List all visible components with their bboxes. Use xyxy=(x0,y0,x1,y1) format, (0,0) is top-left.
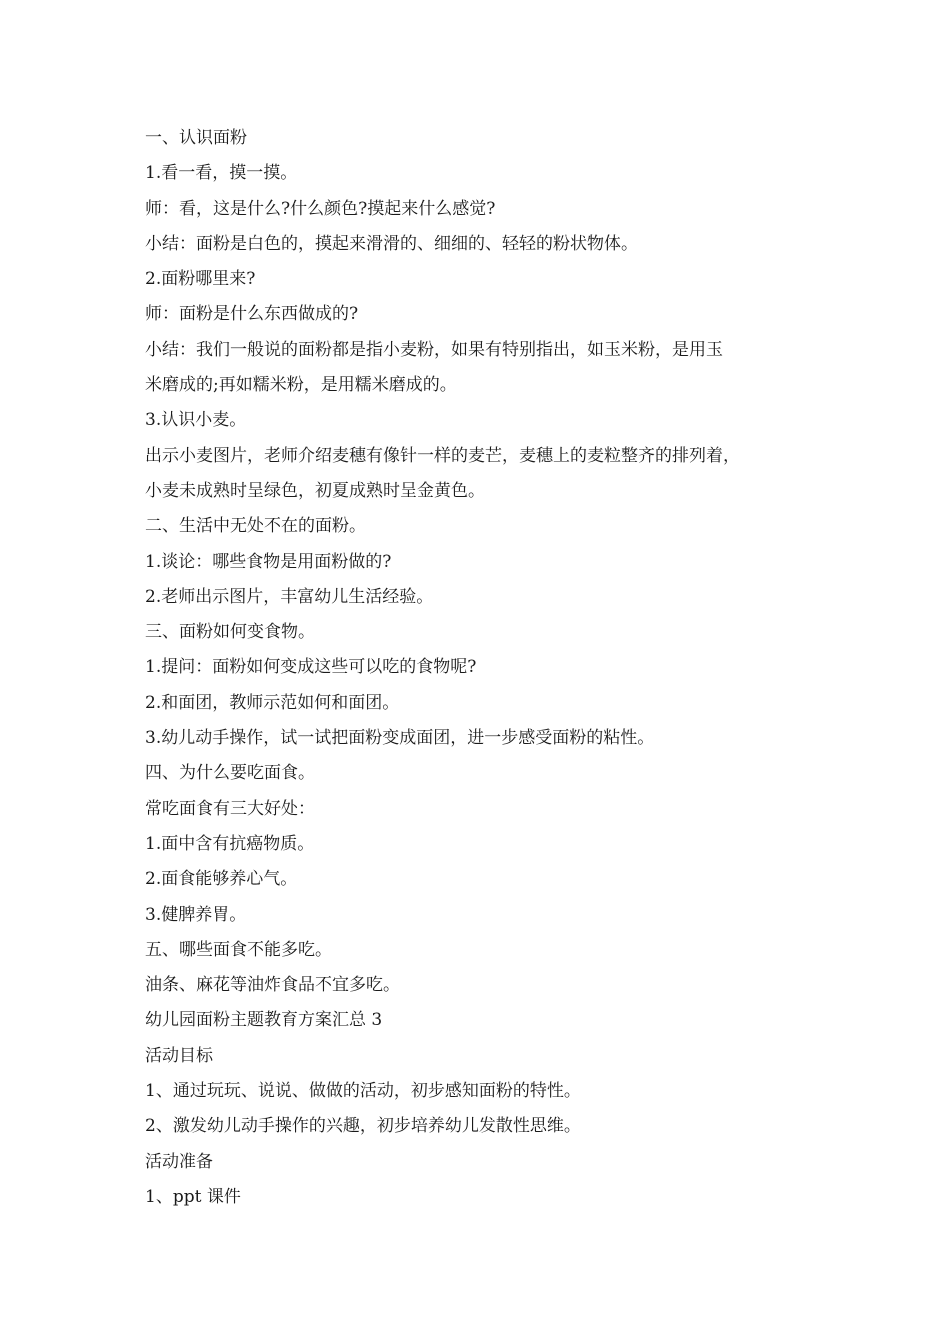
paragraph-line: 油条、麻花等油炸食品不宜多吃。 xyxy=(145,975,400,996)
activity-goals-heading: 活动目标 xyxy=(145,1045,213,1066)
paragraph-line: 1.提问：面粉如何变成这些可以吃的食物呢? xyxy=(145,657,477,678)
activity-prep-heading: 活动准备 xyxy=(145,1151,213,1172)
paragraph-line: 1、ppt 课件 xyxy=(145,1186,241,1207)
paragraph-line: 3.健脾养胃。 xyxy=(145,904,247,925)
paragraph-line: 小结：我们一般说的面粉都是指小麦粉，如果有特别指出，如玉米粉，是用玉 xyxy=(145,339,723,360)
paragraph-line: 出示小麦图片，老师介绍麦穗有像针一样的麦芒，麦穗上的麦粒整齐的排列着， xyxy=(145,445,740,466)
paragraph-line: 常吃面食有三大好处： xyxy=(145,798,315,819)
section-heading-4: 四、为什么要吃面食。 xyxy=(145,763,315,784)
paragraph-line: 1、通过玩玩、说说、做做的活动，初步感知面粉的特性。 xyxy=(145,1081,581,1102)
paragraph-line: 小结：面粉是白色的，摸起来滑滑的、细细的、轻轻的粉状物体。 xyxy=(145,233,638,254)
paragraph-line: 1.谈论：哪些食物是用面粉做的? xyxy=(145,551,392,572)
section-heading-3: 三、面粉如何变食物。 xyxy=(145,622,315,643)
paragraph-line: 1.看一看，摸一摸。 xyxy=(145,163,298,184)
paragraph-line: 3.认识小麦。 xyxy=(145,410,247,431)
paragraph-line: 1.面中含有抗癌物质。 xyxy=(145,833,315,854)
section-heading-1: 一、认识面粉 xyxy=(145,128,247,148)
paragraph-line: 师：看，这是什么?什么颜色?摸起来什么感觉? xyxy=(145,198,496,219)
paragraph-line: 2.老师出示图片，丰富幼儿生活经验。 xyxy=(145,586,434,607)
section-heading-5: 五、哪些面食不能多吃。 xyxy=(145,939,332,960)
paragraph-line: 2.面粉哪里来? xyxy=(145,269,256,290)
document-body xyxy=(145,121,825,1215)
paragraph-line: 3.幼儿动手操作，试一试把面粉变成面团，进一步感受面粉的粘性。 xyxy=(145,728,655,749)
paragraph-line: 米磨成的;再如糯米粉，是用糯米磨成的。 xyxy=(145,375,457,396)
paragraph-line: 小麦未成熟时呈绿色，初夏成熟时呈金黄色。 xyxy=(145,480,485,501)
paragraph-line: 2.面食能够养心气。 xyxy=(145,869,298,890)
document-subtitle: 幼儿园面粉主题教育方案汇总 3 xyxy=(145,1010,383,1031)
paragraph-line: 2.和面团，教师示范如何和面团。 xyxy=(145,692,400,713)
paragraph-line: 2、激发幼儿动手操作的兴趣，初步培养幼儿发散性思维。 xyxy=(145,1116,581,1137)
paragraph-line: 师：面粉是什么东西做成的? xyxy=(145,304,359,325)
section-heading-2: 二、生活中无处不在的面粉。 xyxy=(145,516,366,537)
